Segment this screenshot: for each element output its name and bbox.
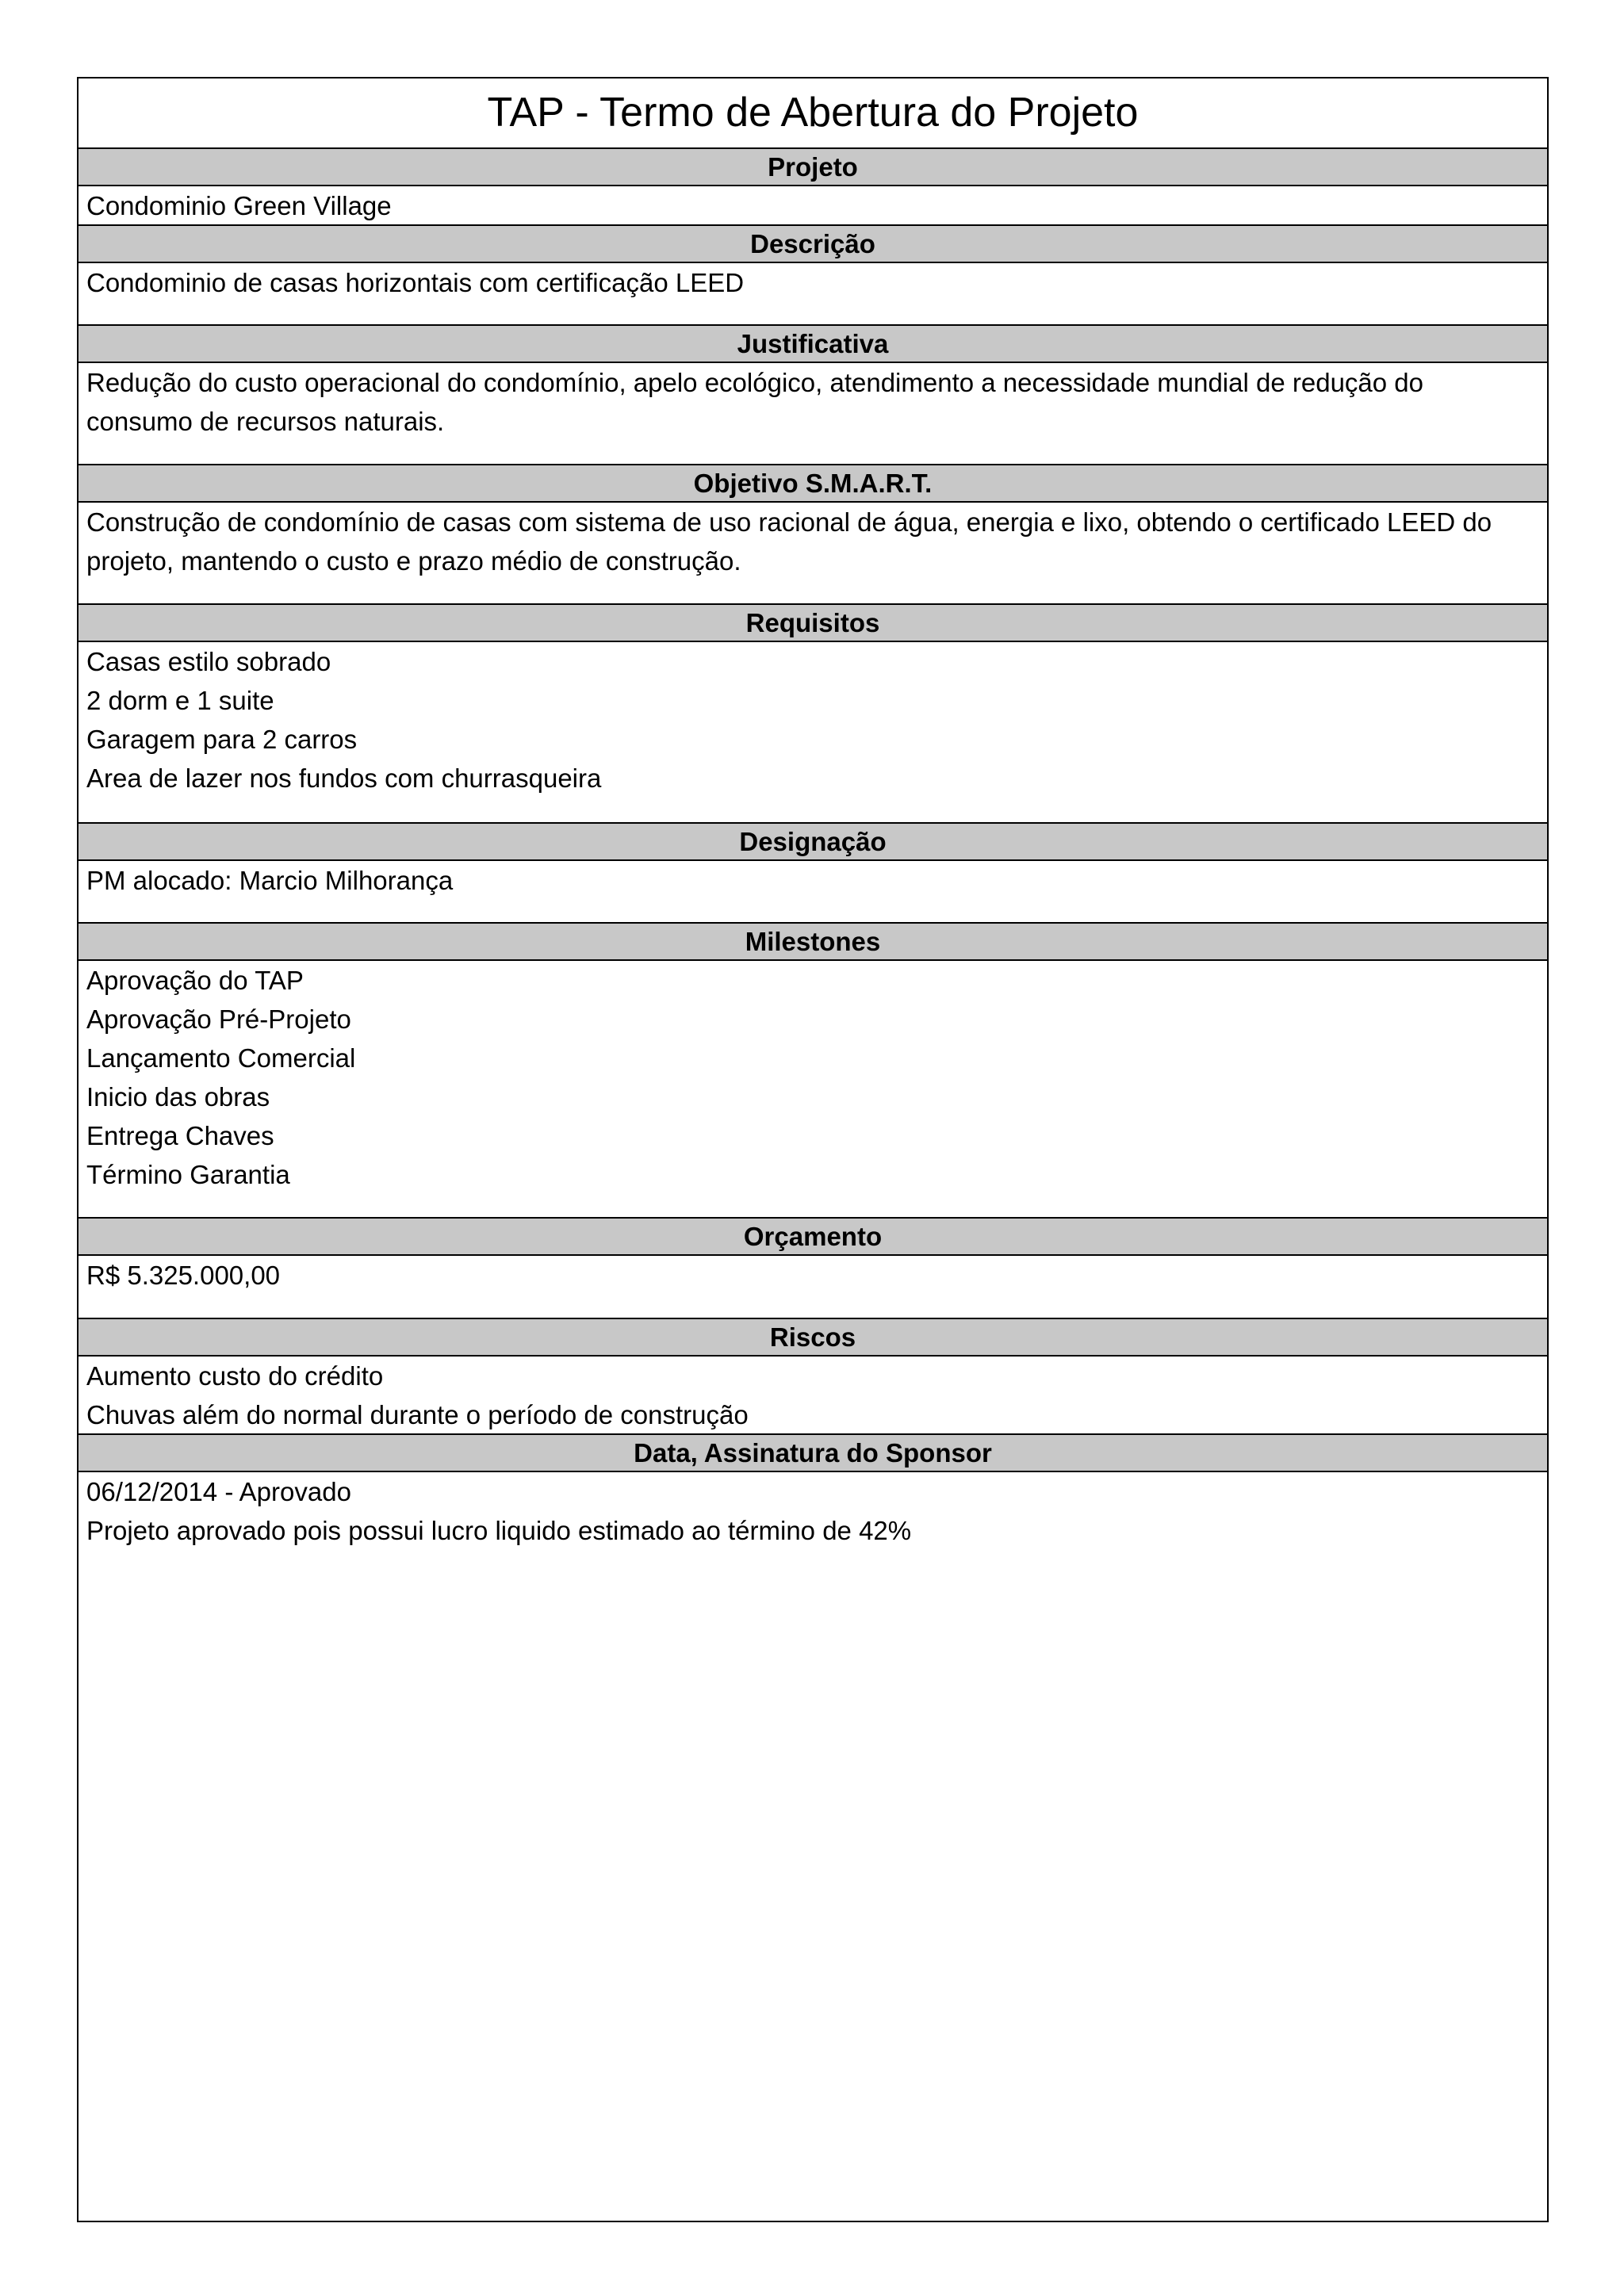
risco-item: Aumento custo do crédito	[86, 1361, 384, 1391]
section-header-justificativa: Justificativa	[79, 324, 1547, 363]
section-body-sponsor	[79, 1472, 1547, 2218]
milestone-item: Inicio das obras	[86, 1082, 270, 1112]
section-body-designacao	[79, 861, 1547, 922]
milestone-item: Lançamento Comercial	[86, 1043, 356, 1073]
section-header-objetivo: Objetivo S.M.A.R.T.	[79, 464, 1547, 503]
justificativa-text: Redução do custo operacional do condomínio, apelo ecológico, atendimento a necessidade mundial de redução do consumo de recursos naturais.	[86, 368, 1423, 436]
section-header-sponsor: Data, Assinatura do Sponsor	[79, 1433, 1547, 1472]
section-header-orcamento: Orçamento	[79, 1217, 1547, 1256]
section-body-descricao	[79, 263, 1547, 324]
milestone-item: Término Garantia	[86, 1160, 290, 1189]
section-header-riscos: Riscos	[79, 1318, 1547, 1357]
section-body-orcamento	[79, 1256, 1547, 1318]
section-body-milestones	[79, 961, 1547, 1217]
section-body-requisitos	[79, 642, 1547, 822]
milestone-item: Aprovação do TAP	[86, 966, 304, 995]
section-header-projeto: Projeto	[79, 147, 1547, 186]
requisito-item: Casas estilo sobrado	[86, 647, 331, 676]
section-header-descricao: Descrição	[79, 224, 1547, 263]
section-header-requisitos: Requisitos	[79, 603, 1547, 642]
requisito-item: Garagem para 2 carros	[86, 725, 358, 754]
designacao-pm: PM alocado: Marcio Milhorança	[86, 866, 454, 895]
section-body-riscos	[79, 1357, 1547, 1433]
milestone-item: Aprovação Pré-Projeto	[86, 1004, 351, 1034]
orcamento-value: R$ 5.325.000,00	[86, 1261, 281, 1290]
section-header-milestones: Milestones	[79, 922, 1547, 961]
section-header-designacao: Designação	[79, 822, 1547, 861]
section-body-objetivo	[79, 503, 1547, 603]
requisito-item: 2 dorm e 1 suite	[86, 686, 274, 715]
sponsor-note: Projeto aprovado pois possui lucro liquido estimado ao término de 42%	[86, 1516, 912, 1545]
milestone-item: Entrega Chaves	[86, 1121, 274, 1150]
descricao-text: Condominio de casas horizontais com certificação LEED	[86, 268, 745, 297]
risco-item: Chuvas além do normal durante o período de construção	[86, 1400, 749, 1429]
tap-form	[77, 77, 1549, 2222]
section-body-justificativa	[79, 363, 1547, 464]
sponsor-date-status: 06/12/2014 - Aprovado	[86, 1477, 351, 1506]
section-body-projeto	[79, 186, 1547, 224]
projeto-name: Condominio Green Village	[86, 191, 392, 220]
objetivo-text: Construção de condomínio de casas com sistema de uso racional de água, energia e lixo, obtendo o certificado LEED do projeto, mantendo o custo e prazo médio de construção.	[86, 507, 1492, 576]
requisito-item: Area de lazer nos fundos com churrasqueira	[86, 763, 602, 793]
page-title: TAP - Termo de Abertura do Projeto	[487, 90, 1139, 136]
